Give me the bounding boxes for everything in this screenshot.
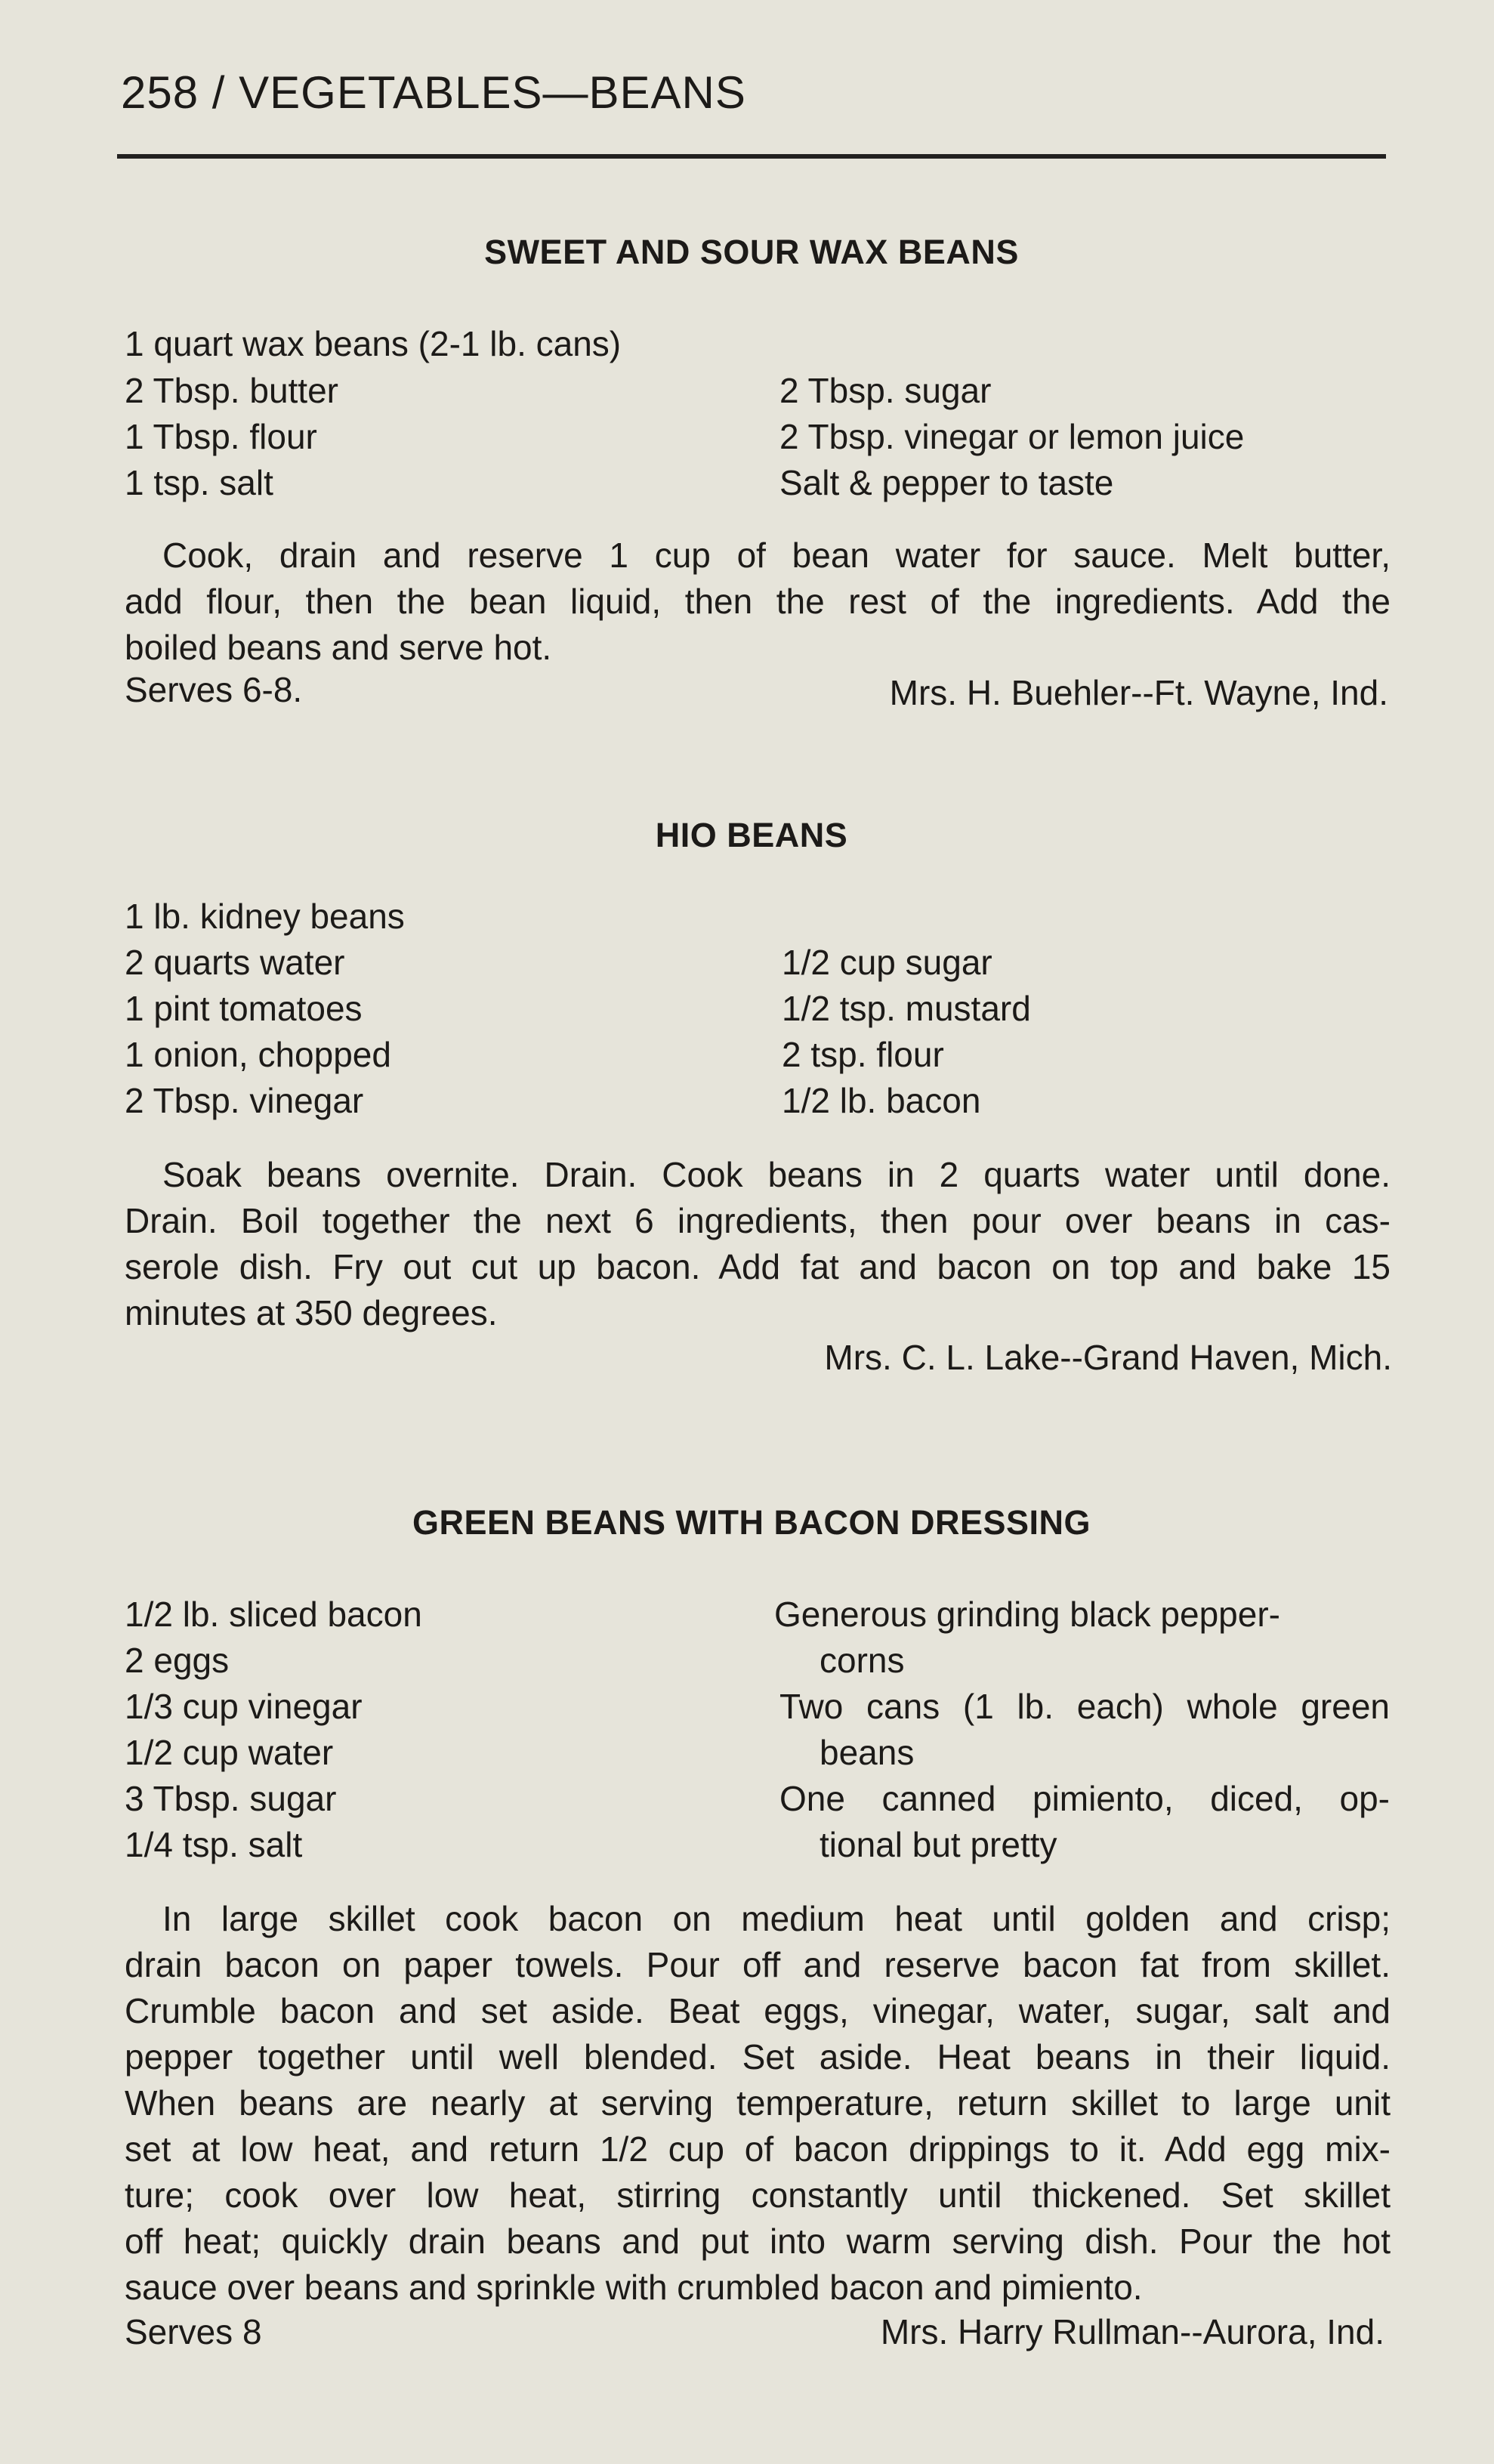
directions-line: serole dish. Fry out cut up bacon. Add fat and bacon on top and bake 15 — [125, 1247, 1391, 1286]
ingredient: 1 lb. kidney beans — [125, 897, 405, 936]
directions-line: Cook, drain and reserve 1 cup of bean water for sauce. Melt butter, — [162, 536, 1391, 575]
ingredient: Two cans (1 lb. each) whole green — [779, 1687, 1390, 1726]
directions-line: Crumble bacon and set aside. Beat eggs, vinegar, water, sugar, salt and — [125, 1991, 1391, 2030]
ingredient: 3 Tbsp. sugar — [125, 1779, 337, 1818]
ingredient: 1/2 lb. sliced bacon — [125, 1595, 422, 1634]
header-rule — [117, 154, 1386, 159]
directions-line: drain bacon on paper towels. Pour off and reserve bacon fat from skillet. — [125, 1945, 1391, 1984]
directions-line: When beans are nearly at serving temperature, return skillet to large unit — [125, 2083, 1391, 2123]
directions-line: Soak beans overnite. Drain. Cook beans in 2 quarts water until done. — [162, 1155, 1391, 1194]
directions-line: In large skillet cook bacon on medium heat until golden and crisp; — [162, 1899, 1391, 1938]
ingredient: 1/2 cup water — [125, 1733, 334, 1772]
directions-line: minutes at 350 degrees. — [125, 1293, 498, 1332]
directions-line: set at low heat, and return 1/2 cup of bacon drippings to it. Add egg mix- — [125, 2129, 1391, 2169]
directions-line: off heat; quickly drain beans and put into warm serving dish. Pour the hot — [125, 2222, 1391, 2261]
page-header: 258 / VEGETABLES—BEANS — [121, 67, 746, 118]
ingredient: 2 eggs — [125, 1641, 230, 1680]
ingredient-continuation: corns — [820, 1641, 905, 1680]
recipe-title-sweet-sour-wax-beans: SWEET AND SOUR WAX BEANS — [484, 233, 1019, 271]
ingredient: 2 tsp. flour — [782, 1035, 944, 1074]
directions-line: boiled beans and serve hot. — [125, 628, 552, 667]
recipe-title-green-beans-bacon-dressing: GREEN BEANS WITH BACON DRESSING — [412, 1503, 1091, 1542]
directions-line: sauce over beans and sprinkle with crumbled bacon and pimiento. — [125, 2268, 1143, 2307]
ingredient-continuation: beans — [820, 1733, 915, 1772]
ingredient: 1/2 lb. bacon — [782, 1081, 981, 1120]
ingredient: 1 tsp. salt — [125, 463, 273, 502]
ingredient: 1 pint tomatoes — [125, 989, 363, 1028]
ingredient: 2 Tbsp. vinegar or lemon juice — [779, 417, 1245, 456]
ingredient: 1/2 cup sugar — [782, 943, 992, 982]
ingredient: 2 quarts water — [125, 943, 345, 982]
ingredient: Generous grinding black pepper- — [774, 1595, 1280, 1634]
ingredient: Salt & pepper to taste — [779, 463, 1114, 502]
directions-line: Drain. Boil together the next 6 ingredients, then pour over beans in cas- — [125, 1201, 1391, 1240]
directions-line: add flour, then the bean liquid, then the rest of the ingredients. Add the — [125, 582, 1391, 621]
serves-note: Serves 6-8. — [125, 670, 303, 709]
ingredient: 2 Tbsp. sugar — [779, 371, 992, 410]
ingredient: 2 Tbsp. butter — [125, 371, 338, 410]
recipe-author: Mrs. H. Buehler--Ft. Wayne, Ind. — [889, 673, 1388, 712]
ingredient: 1 Tbsp. flour — [125, 417, 317, 456]
directions-line: pepper together until well blended. Set aside. Heat beans in their liquid. — [125, 2037, 1391, 2076]
ingredient: 1 quart wax beans (2-1 lb. cans) — [125, 324, 622, 363]
ingredient: 1/3 cup vinegar — [125, 1687, 363, 1726]
serves-note: Serves 8 — [125, 2312, 262, 2351]
ingredient-continuation: tional but pretty — [820, 1825, 1057, 1864]
recipe-directions — [125, 1896, 1391, 2311]
ingredient: 2 Tbsp. vinegar — [125, 1081, 364, 1120]
ingredient: 1/2 tsp. mustard — [782, 989, 1031, 1028]
recipe-directions — [125, 533, 1391, 671]
recipe-author: Mrs. C. L. Lake--Grand Haven, Mich. — [824, 1338, 1392, 1377]
recipe-directions — [125, 1152, 1391, 1336]
ingredient: 1/4 tsp. salt — [125, 1825, 303, 1864]
ingredient: 1 onion, chopped — [125, 1035, 391, 1074]
directions-line: ture; cook over low heat, stirring constantly until thickened. Set skillet — [125, 2175, 1391, 2215]
recipe-author: Mrs. Harry Rullman--Aurora, Ind. — [880, 2312, 1384, 2351]
ingredient: One canned pimiento, diced, op- — [779, 1779, 1390, 1818]
recipe-title-hio-beans: HIO BEANS — [655, 816, 848, 854]
